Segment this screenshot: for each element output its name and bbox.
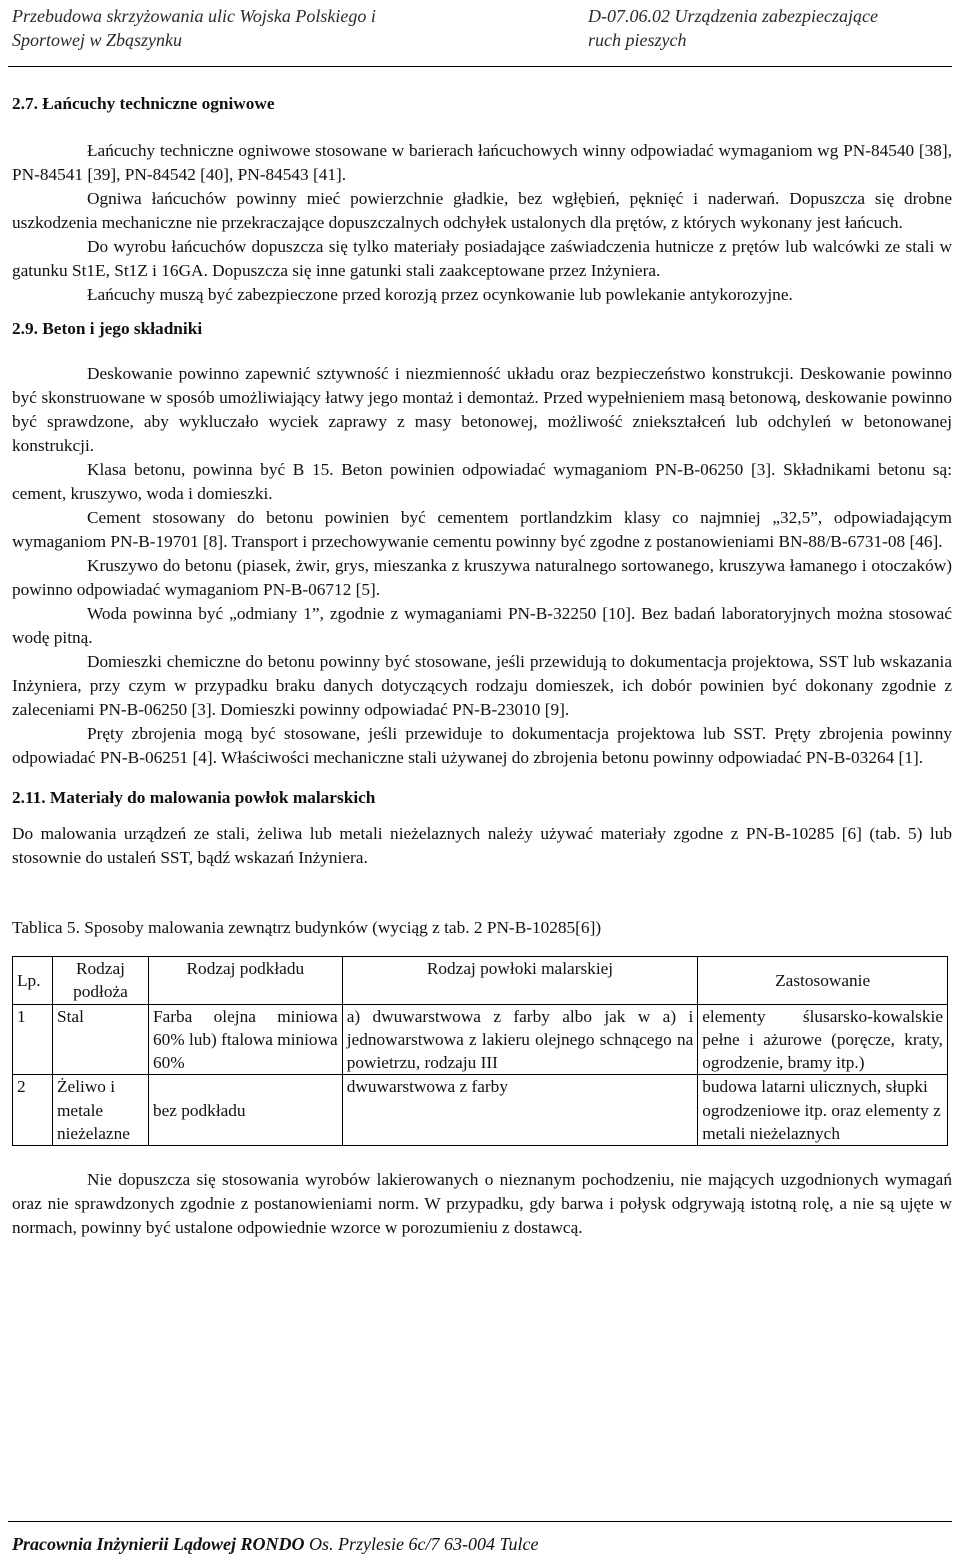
cell-podklad: bez podkładu xyxy=(148,1075,342,1146)
cell-zastosowanie: elementy ślusarsko-kowalskie pełne i ażurowe (poręcze, kraty, ogrodzenie, bramy itp.) xyxy=(698,1004,948,1075)
header-right xyxy=(588,4,948,52)
paragraph: Do malowania urządzeń ze stali, żeliwa lub metali nieżelaznych należy używać materiały zgodne z PN-B-10285 [6] (tab. 5) lub stosownie do ustaleń SST, bądź wskazań Inżyniera. xyxy=(12,824,952,867)
paragraph: Łańcuchy techniczne ogniwowe stosowane w barierach łańcuchowych winny odpowiadać wymaganiom wg PN-84540 [38], PN-84541 [39], PN-84542 [40], PN-84543 [41]. xyxy=(12,141,952,184)
header-cell-lp: Lp. xyxy=(13,957,53,1005)
header-spec-code: D-07.06.02 Urządzenia zabezpieczające xyxy=(588,6,878,26)
cell-podloze: Żeliwo i metale nieżelazne xyxy=(52,1075,148,1146)
paragraph: Ogniwa łańcuchów powinny mieć powierzchnie gładkie, bez wgłębień, pęknięć i naderwań. Dopuszcza się drobne uszkodzenia mechaniczne nie przekraczające dopuszczalnych odchyłek ustalonych dla prętów, z których wykonany jest łańcuch. xyxy=(12,189,952,232)
section-heading-2-9: 2.9. Beton i jego składniki xyxy=(12,319,203,338)
cell-zastosowanie: budowa latarni ulicznych, słupki ogrodzeniowe itp. oraz elementy z metali nieżelaznych xyxy=(698,1075,948,1146)
header-cell-powloka: Rodzaj powłoki malarskiej xyxy=(342,957,698,1005)
painting-methods-table xyxy=(12,956,948,1146)
cell-lp: 2 xyxy=(13,1075,53,1146)
table-row xyxy=(13,1004,948,1075)
header-project-location: Sportowej w Zbąszynku xyxy=(12,30,183,50)
paragraph: Domieszki chemiczne do betonu powinny być stosowane, jeśli przewidują to dokumentacja projektowa, SST lub wskazania Inżyniera, przy czym w przypadku braku danych dotyczących rodzaju domieszek, ich dobór powinien być dokonany zgodnie z zaleceniami PN-B-06250 [3]. Domieszki powinny odpowiadać PN-B-23010 [9]. xyxy=(12,652,952,719)
header-cell-zastosowanie: Zastosowanie xyxy=(698,957,948,1005)
document-body xyxy=(12,92,952,1240)
header-left xyxy=(12,4,472,52)
paragraph: Łańcuchy muszą być zabezpieczone przed korozją przez ocynkowanie lub powlekanie antykorozyjne. xyxy=(87,285,793,304)
cell-powloka: dwuwarstwowa z farby xyxy=(342,1075,698,1146)
header-cell-podloze: Rodzaj podłoża xyxy=(52,957,148,1005)
footer-organization: Pracownia Inżynierii Lądowej RONDO xyxy=(12,1534,305,1554)
header-project-title: Przebudowa skrzyżowania ulic Wojska Polskiego i xyxy=(12,6,376,26)
cell-podklad: Farba olejna miniowa 60% lub) ftalowa miniowa 60% xyxy=(148,1004,342,1075)
paragraph: Do wyrobu łańcuchów dopuszcza się tylko materiały posiadające zaświadczenia hutnicze z prętów lub walcówki ze stali w gatunku St1E, St1Z i 16GA. Dopuszcza się inne gatunki stali zaakceptowane przez Inżyniera. xyxy=(12,237,952,280)
closing-paragraph: Nie dopuszcza się stosowania wyrobów lakierowanych o nieznanym pochodzeniu, nie mających uzgodnionych wymagań oraz nie sprawdzonych zgodnie z postanowieniami norm. W przypadku, gdy barwa i połysk odgrywają istotną rolę, a nie są ujęte w normach, powinny być ustalone odpowiednie wzorce w porozumieniu z dostawcą. xyxy=(12,1170,952,1238)
table-header-row xyxy=(13,957,948,1005)
table-caption: Tablica 5. Sposoby malowania zewnątrz budynków (wyciąg z tab. 2 PN-B-10285[6]) xyxy=(12,918,602,937)
table-row xyxy=(13,1075,948,1146)
section-heading-2-11: 2.11. Materiały do malowania powłok malarskich xyxy=(12,788,376,807)
footer-address: Os. Przylesie 6c/7 63-004 Tulce xyxy=(304,1534,539,1554)
cell-lp: 1 xyxy=(13,1004,53,1075)
footer-divider xyxy=(8,1521,952,1522)
footer xyxy=(12,1534,539,1555)
header-cell-podklad: Rodzaj podkładu xyxy=(148,957,342,1005)
cell-powloka: a) dwuwarstwowa z farby albo jak w a) i jednowarstwowa z lakieru olejnego schnącego na powietrzu, rodzaju III xyxy=(342,1004,698,1075)
header-spec-subtitle: ruch pieszych xyxy=(588,30,687,50)
paragraph: Kruszywo do betonu (piasek, żwir, grys, mieszanka z kruszywa naturalnego sortowanego, kruszywa łamanego i otoczaków) powinno odpowiadać wymaganiom PN-B-06712 [5]. xyxy=(12,556,952,599)
paragraph: Deskowanie powinno zapewnić sztywność i niezmienność układu oraz bezpieczeństwo konstrukcji. Deskowanie powinno być skonstruowane w sposób umożliwiający łatwy jego montaż i demontaż. Przed wypełnieniem masą betonową, deskowanie powinno być sprawdzone, aby wykluczało wyciek zaprawy z masy betonowej, możliwość zniekształceń lub odchyleń w betonowanej konstrukcji. xyxy=(12,364,952,455)
cell-podloze: Stal xyxy=(52,1004,148,1075)
section-heading-2-7: 2.7. Łańcuchy techniczne ogniwowe xyxy=(12,94,275,113)
paragraph: Pręty zbrojenia mogą być stosowane, jeśli przewiduje to dokumentacja projektowa lub SST. Pręty zbrojenia powinny odpowiadać PN-B-06251 [4]. Właściwości mechaniczne stali używanej do zbrojenia betonu powinny odpowiadać PN-B-03264 [1]. xyxy=(12,724,952,767)
paragraph: Woda powinna być „odmiany 1”, zgodnie z wymaganiami PN-B-32250 [10]. Bez badań laboratoryjnych można stosować wodę pitną. xyxy=(12,604,952,647)
header-divider xyxy=(8,66,952,67)
paragraph: Klasa betonu, powinna być B 15. Beton powinien odpowiadać wymaganiom PN-B-06250 [3]. Składnikami betonu są: cement, kruszywo, woda i domieszki. xyxy=(12,460,952,503)
paragraph: Cement stosowany do betonu powinien być cementem portlandzkim klasy co najmniej „32,5”, odpowiadającym wymaganiom PN-B-19701 [8]. Transport i przechowywanie cementu powinny być zgodne z postanowieniami BN-88/B-6731-08 [46]. xyxy=(12,508,952,551)
